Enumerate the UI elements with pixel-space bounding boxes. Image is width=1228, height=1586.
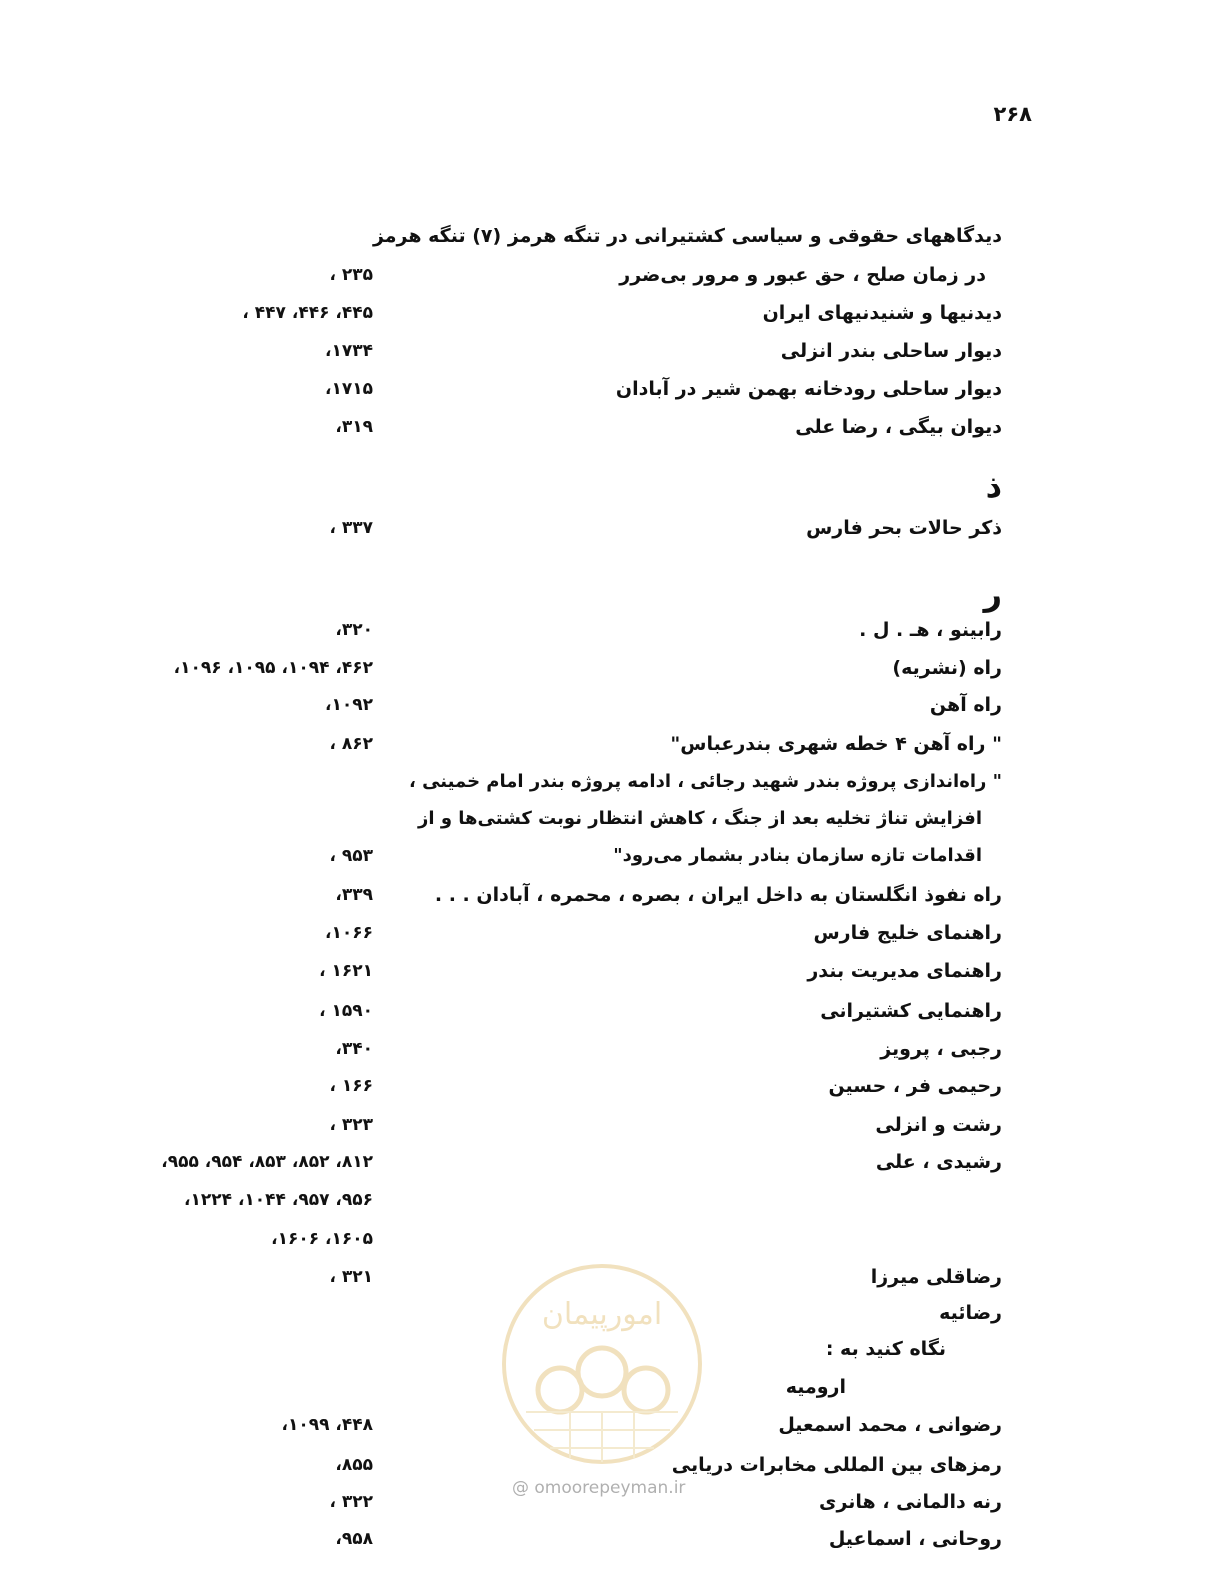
entry-term: روحانی ، اسماعیل bbox=[828, 1528, 1002, 1550]
entry-pages: ۱۶۲۱ ، bbox=[319, 961, 373, 981]
entry-term: ارومیه bbox=[785, 1376, 846, 1398]
watermark-logo-text: امورپیمان bbox=[541, 1297, 663, 1332]
entry-term: راه نفوذ انگلستان به داخل ایران ، بصره ، محمره ، آبادان . . . bbox=[434, 884, 1002, 906]
watermark-url: @ omoorepeyman.ir bbox=[512, 1478, 686, 1498]
index-entry bbox=[0, 915, 1228, 951]
entry-term: دیدنیها و شنیدنیهای ایران bbox=[762, 302, 1002, 324]
entry-pages: ۹۵۸، bbox=[335, 1529, 373, 1549]
entry-pages: ۳۲۳ ، bbox=[329, 1115, 373, 1135]
entry-pages: ۳۳۷ ، bbox=[329, 518, 373, 538]
entry-term: رنه دالمانی ، هانری bbox=[819, 1491, 1002, 1513]
entry-pages: ۴۴۸، ۱۰۹۹، bbox=[281, 1415, 373, 1435]
entry-term: در زمان صلح ، حق عبور و مرور بی‌ضرر bbox=[619, 264, 986, 286]
index-entry bbox=[0, 1031, 1228, 1067]
index-entry bbox=[0, 612, 1228, 648]
entry-term: راه آهن bbox=[929, 694, 1002, 716]
entry-pages: ۳۲۰، bbox=[335, 620, 373, 640]
entry-pages: ۱۰۹۲، bbox=[325, 695, 373, 715]
entry-pages: ۱۷۳۴، bbox=[325, 341, 373, 361]
index-entry bbox=[0, 838, 1228, 874]
entry-pages: ۳۱۹، bbox=[335, 417, 373, 437]
entry-pages: ۱۶۰۵، ۱۶۰۶، bbox=[271, 1229, 373, 1249]
entry-term: رضاقلی میرزا bbox=[870, 1266, 1002, 1288]
entry-pages: ۳۲۱ ، bbox=[329, 1267, 373, 1287]
index-entry bbox=[0, 801, 1228, 837]
entry-term: دیوار ساحلی رودخانه بهمن شیر در آبادان bbox=[615, 378, 1002, 400]
watermark-url-text: omoorepeyman.ir bbox=[534, 1478, 686, 1498]
entry-pages: ۳۲۲ ، bbox=[329, 1492, 373, 1512]
index-entry bbox=[0, 257, 1228, 293]
index-entry bbox=[0, 371, 1228, 407]
index-entry bbox=[0, 510, 1228, 546]
entry-term: رشت و انزلی bbox=[875, 1114, 1002, 1136]
index-entry bbox=[0, 726, 1228, 762]
entry-term: افزایش تناژ تخلیه بعد از جنگ ، کاهش انتظار نوبت کشتی‌ها و از bbox=[418, 808, 982, 829]
entry-pages: ۱۰۶۶، bbox=[325, 923, 373, 943]
entry-pages: ۱۷۱۵، bbox=[325, 379, 373, 399]
entry-term: ذکر حالات بحر فارس bbox=[806, 517, 1002, 539]
entry-term: اقدامات تازه سازمان بنادر بشمار می‌رود" bbox=[613, 845, 982, 866]
entry-pages: ۱۵۹۰ ، bbox=[319, 1001, 373, 1021]
index-entry bbox=[0, 687, 1228, 723]
entry-pages: ۸۱۲، ۸۵۲، ۸۵۳، ۹۵۴، ۹۵۵، bbox=[161, 1152, 373, 1172]
entry-term: رجبی ، پرویز bbox=[880, 1038, 1002, 1060]
entry-pages: ۴۴۵، ۴۴۶، ۴۴۷ ، bbox=[242, 303, 373, 323]
entry-term: " راه‌اندازی پروژه بندر شهید رجائی ، ادامه پروژه بندر امام خمینی ، bbox=[408, 771, 1002, 792]
index-entry bbox=[0, 764, 1228, 800]
watermark-seal-icon bbox=[500, 1262, 704, 1502]
entry-term: رشیدی ، علی bbox=[875, 1151, 1002, 1173]
index-entry bbox=[0, 1068, 1228, 1104]
section-header-zal bbox=[0, 468, 1228, 504]
entry-term: دیدگاههای حقوقی و سیاسی کشتیرانی در تنگه هرمز (۷) تنگه هرمز bbox=[372, 225, 1002, 247]
entry-term: دیوار ساحلی بندر انزلی bbox=[780, 340, 1002, 362]
entry-pages: ۲۳۵ ، bbox=[329, 265, 373, 285]
entry-pages: ۳۴۰، bbox=[335, 1039, 373, 1059]
index-entry bbox=[0, 218, 1228, 254]
entry-term: راهنمای خلیج فارس bbox=[813, 922, 1002, 944]
index-entry bbox=[0, 650, 1228, 686]
entry-term: دیوان بیگی ، رضا علی bbox=[795, 416, 1002, 438]
entry-term: " راه آهن ۴ خطه شهری بندرعباس" bbox=[670, 733, 1002, 755]
entry-pages: ۹۵۶، ۹۵۷، ۱۰۴۴، ۱۲۲۴، bbox=[184, 1190, 373, 1210]
entry-term: راه (نشریه) bbox=[892, 657, 1002, 679]
index-entry bbox=[0, 993, 1228, 1029]
entry-term: راهنمایی کشتیرانی bbox=[820, 1000, 1002, 1022]
index-entry bbox=[0, 1107, 1228, 1143]
index-entry bbox=[0, 1144, 1228, 1180]
entry-pages: ۱۶۶ ، bbox=[329, 1076, 373, 1096]
entry-pages: ۴۶۲، ۱۰۹۴، ۱۰۹۵، ۱۰۹۶، bbox=[173, 658, 373, 678]
section-letter: ر bbox=[983, 575, 1002, 613]
entry-term: نگاه کنید به : bbox=[825, 1338, 946, 1360]
page-number: ۲۶۸ bbox=[993, 102, 1032, 126]
index-entry bbox=[0, 295, 1228, 331]
entry-term: رضائیه bbox=[939, 1302, 1002, 1324]
index-entry bbox=[0, 953, 1228, 989]
index-entry bbox=[0, 877, 1228, 913]
index-entry bbox=[0, 1221, 1228, 1257]
index-entry bbox=[0, 1182, 1228, 1218]
index-entry bbox=[0, 1521, 1228, 1557]
index-entry bbox=[0, 333, 1228, 369]
entry-term: رمزهای بین المللی مخابرات دریایی bbox=[671, 1454, 1002, 1476]
entry-pages: ۸۶۲ ، bbox=[329, 734, 373, 754]
entry-term: رحیمی فر ، حسین bbox=[828, 1075, 1002, 1097]
entry-pages: ۸۵۵، bbox=[335, 1455, 373, 1475]
entry-pages: ۳۳۹، bbox=[335, 885, 373, 905]
section-header-re bbox=[0, 576, 1228, 612]
entry-term: رضوانی ، محمد اسمعیل bbox=[778, 1414, 1002, 1436]
section-letter: ذ bbox=[985, 467, 1002, 505]
entry-term: راهنمای مدیریت بندر bbox=[807, 960, 1002, 982]
entry-term: رابینو ، هـ . ل . bbox=[859, 619, 1002, 641]
watermark-logo bbox=[500, 1262, 704, 1502]
entry-pages: ۹۵۳ ، bbox=[329, 846, 373, 866]
index-entry bbox=[0, 409, 1228, 445]
